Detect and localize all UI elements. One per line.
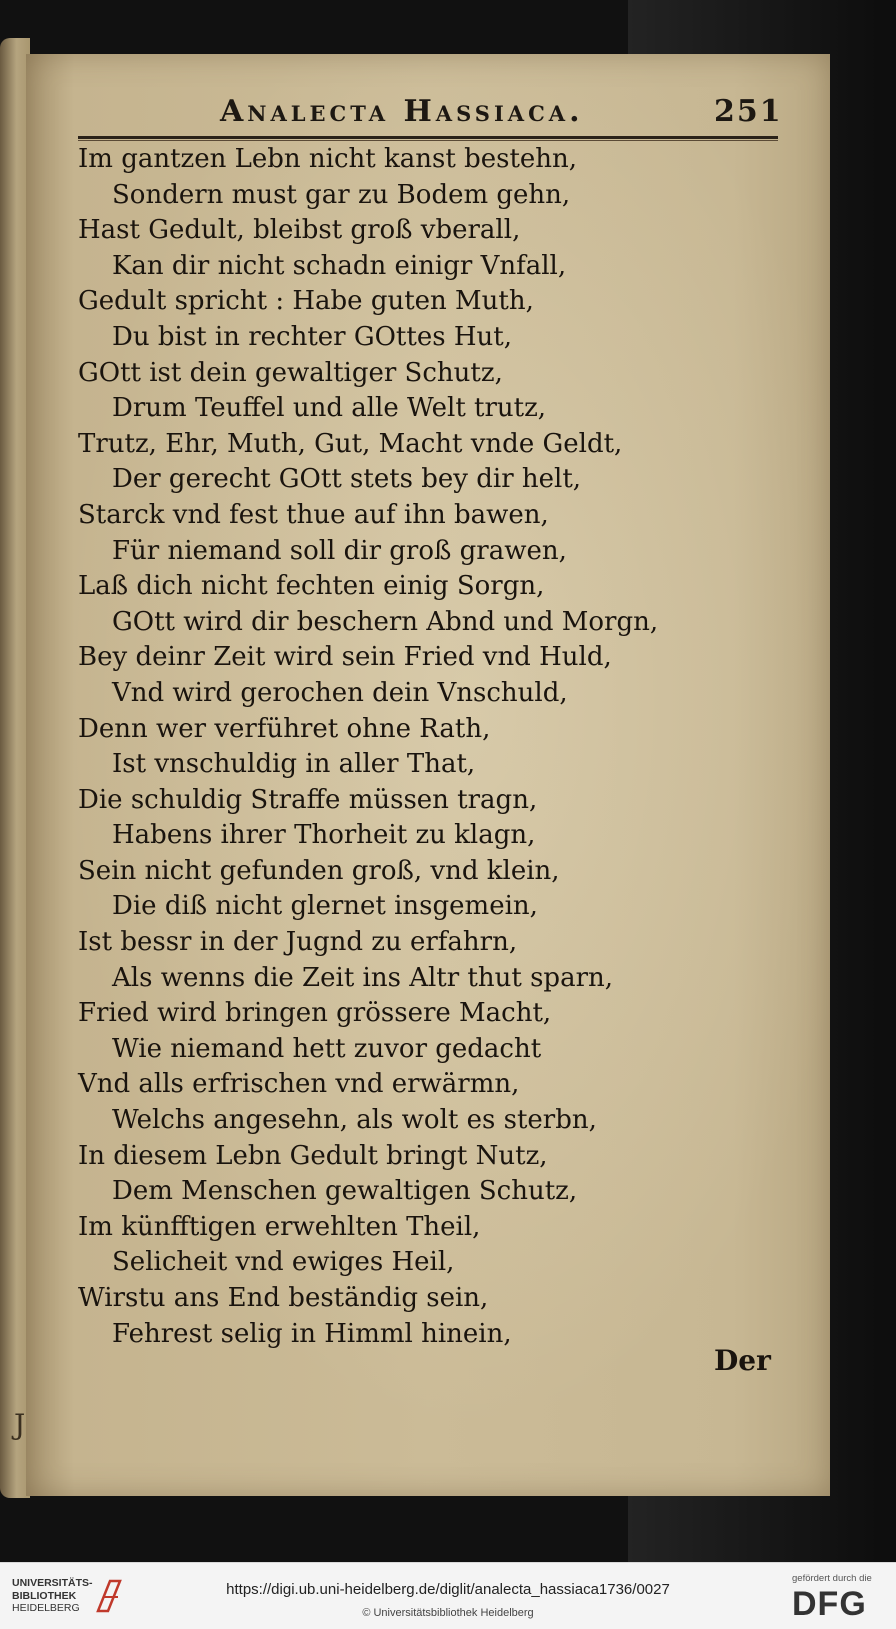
verse-line: Selicheit vnd ewiges Heil, [112,1247,455,1278]
verse-line: Wirstu ans End beständig sein, [78,1283,489,1313]
verse-line: Als wenns die Zeit ins Altr thut sparn, [112,962,614,993]
verse-line: Im gantzen Lebn nicht kanst bestehn, [78,144,578,174]
verse-line: Wie niemand hett zuvor gedacht [112,1033,542,1064]
verse-line: Fehrest selig in Himml hinein, [112,1318,512,1349]
viewer-footer [0,1562,896,1629]
verse-line: Hast Gedult, bleibst groß vberall, [78,215,521,246]
verse-line: GOtt wird dir beschern Abnd und Morgn, [112,606,659,637]
verse-line: Die schuldig Straffe müssen tragn, [78,784,538,815]
copyright-text: © Universitätsbibliothek Heidelberg [362,1607,534,1619]
verse-line: Starck vnd fest thue auf ihn bawen, [78,499,549,530]
permalink-url[interactable]: https://digi.ub.uni-heidelberg.de/diglit/analecta_hassiaca1736/0027 [226,1581,670,1598]
verse-line: Für niemand soll dir groß grawen, [112,535,567,566]
catchword: Der [714,1344,771,1377]
running-title: Analecta Hassiaca. [220,94,584,129]
header-rule-thin [78,140,778,141]
page-number: 251 [714,94,783,129]
verse-line: Welchs angesehn, als wolt es sterbn, [112,1105,597,1136]
verse-line: Kan dir nicht schadn einigr Vnfall, [112,250,567,281]
previous-page-mark: J [14,1408,26,1441]
header-rule [78,136,778,139]
verse-line: Ist bessr in der Jugnd zu erfahrn, [78,927,518,958]
verse-line: Die diß nicht glernet insgemein, [112,891,538,922]
verse-line: Drum Teuffel und alle Welt trutz, [112,393,547,424]
verse-line: Habens ihrer Thorheit zu klagn, [112,820,536,851]
verse-line: Denn wer verführet ohne Rath, [78,713,491,744]
dfg-logo[interactable]: DFG [792,1585,867,1623]
verse-line: GOtt ist dein gewaltiger Schutz, [78,357,503,388]
verse-line: Im künfftigen erwehlten Theil, [78,1211,481,1242]
verse-line: Der gerecht GOtt stets bey dir helt, [112,464,582,495]
book-page [26,54,830,1496]
poem-text [78,142,798,1352]
verse-line: Sondern must gar zu Bodem gehn, [112,179,571,210]
verse-line: In diesem Lebn Gedult bringt Nutz, [78,1140,548,1171]
verse-line: Laß dich nicht fechten einig Sorgn, [78,571,545,602]
verse-line: Vnd wird gerochen dein Vnschuld, [112,677,568,708]
library-name-line3: HEIDELBERG [12,1602,80,1614]
library-name-line1: UNIVERSITÄTS- [12,1577,93,1589]
verse-line: Ist vnschuldig in aller That, [112,749,476,780]
verse-line: Dem Menschen gewaltigen Schutz, [112,1176,578,1207]
verse-line: Sein nicht gefunden groß, vnd klein, [78,855,560,886]
verse-line: Trutz, Ehr, Muth, Gut, Macht vnde Geldt, [78,428,623,459]
verse-line: Vnd alls erfrischen vnd erwärmn, [78,1069,520,1100]
library-name-line2: BIBLIOTHEK [12,1589,77,1602]
verse-line: Bey deinr Zeit wird sein Fried vnd Huld, [78,642,612,673]
verse-line: Fried wird bringen grössere Macht, [78,998,552,1029]
verse-line: Du bist in rechter GOttes Hut, [112,321,512,352]
verse-line: Gedult spricht : Habe guten Muth, [78,286,534,317]
page-header [186,92,786,132]
funding-caption: gefördert durch die [792,1573,872,1584]
